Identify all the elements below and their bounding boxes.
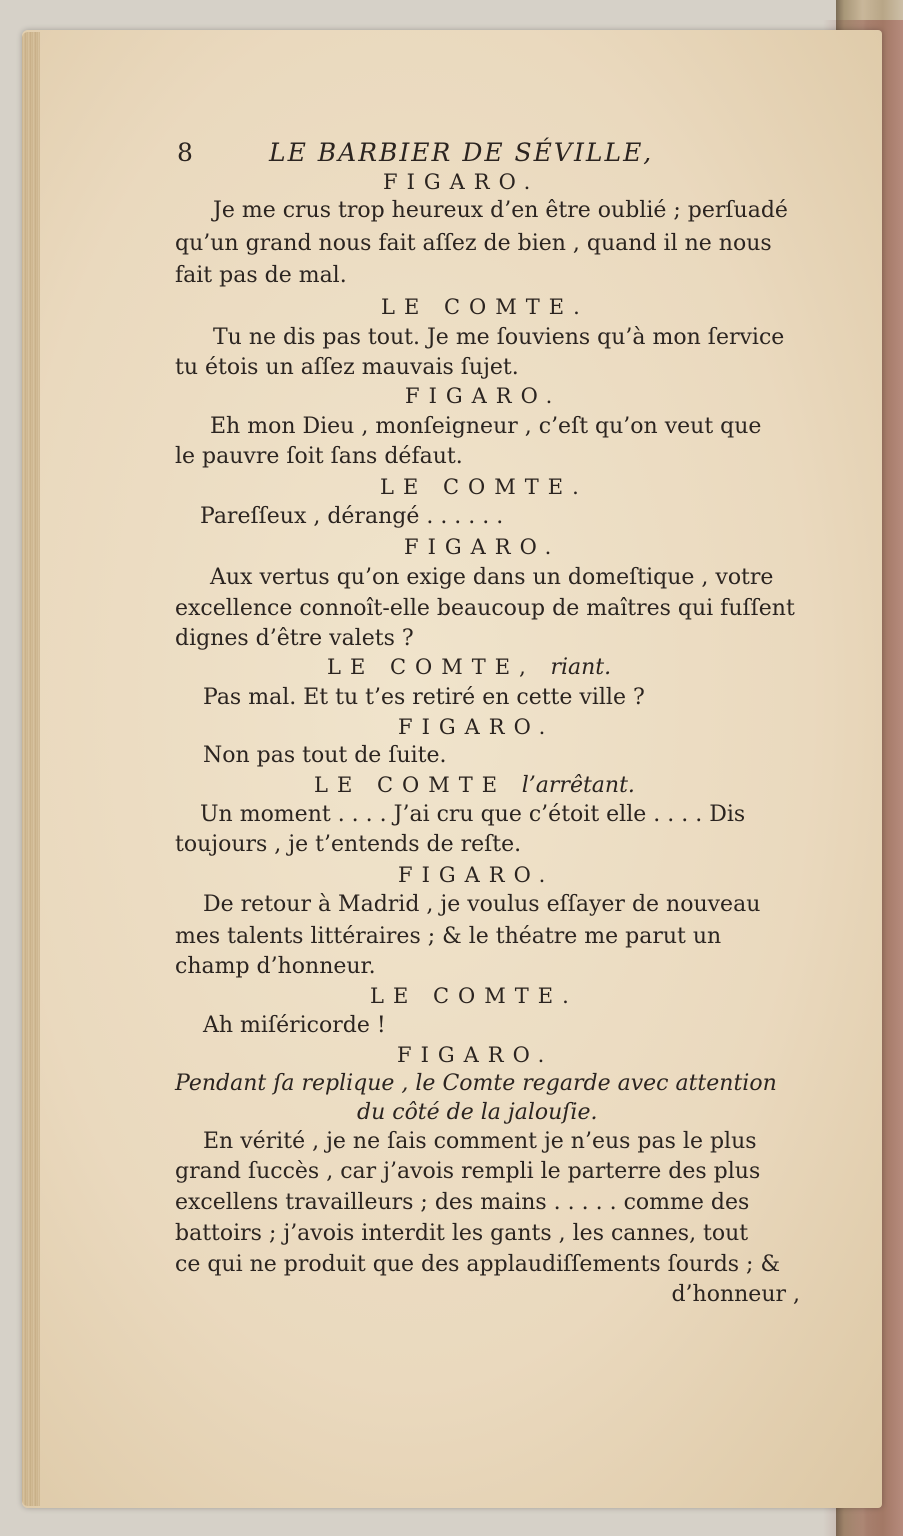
text-line: Pas mal. Et tu t’es retiré en cette ville ? [203, 685, 645, 710]
speaker-heading: FIGARO. [398, 715, 555, 739]
page-number: 8 [177, 138, 195, 167]
text-line: qu’un grand nous fait aſſez de bien , quand il ne nous [175, 231, 772, 256]
speaker-heading: LE COMTE, riant. [327, 655, 612, 680]
text-line: Eh mon Dieu , monſeigneur , c’eſt qu’on veut que [210, 414, 762, 439]
running-title: LE BARBIER DE SÉVILLE, [269, 138, 654, 167]
text-line: Ah miſéricorde ! [203, 1013, 386, 1038]
stage-direction: l’arrêtant. [521, 773, 635, 798]
text-line: Aux vertus qu’on exige dans un domeſtique , votre [210, 565, 774, 590]
stage-direction-line: Pendant ſa replique , le Comte regarde avec attention [175, 1071, 777, 1096]
speaker-heading: LE COMTE. [370, 984, 578, 1008]
catchword: d’honneur , [671, 1282, 800, 1307]
text-line: Pareſſeux , dérangé . . . . . . [200, 504, 504, 529]
speaker-heading: LE COMTE. [381, 295, 589, 319]
speaker-heading: FIGARO. [383, 170, 540, 194]
speaker-heading: LE COMTE l’arrêtant. [314, 773, 635, 798]
text-line: battoirs ; j’avois interdit les gants , les cannes, tout [175, 1221, 749, 1246]
text-line: fait pas de mal. [175, 263, 347, 288]
text-line: Tu ne dis pas tout. Je me ſouviens qu’à mon ſervice [213, 325, 785, 350]
speaker-heading: FIGARO. [398, 863, 555, 887]
text-line: le pauvre ſoit ſans défaut. [175, 444, 463, 469]
text-line: Je me crus trop heureux d’en être oublié ; perſuadé [213, 198, 788, 223]
text-line: toujours , je t’entends de reſte. [175, 832, 522, 857]
text-line: mes talents littéraires ; & le théatre me parut un [175, 924, 722, 949]
text-line: Non pas tout de ſuite. [203, 743, 447, 768]
speaker-heading: FIGARO. [405, 384, 562, 408]
text-line: dignes d’être valets ? [175, 626, 414, 651]
speaker-heading: FIGARO. [404, 535, 561, 559]
stage-direction-line: du côté de la jalouſie. [357, 1100, 598, 1125]
text-line: excellens travailleurs ; des mains . . . . . comme des [175, 1190, 750, 1215]
stage-direction: riant. [550, 655, 612, 680]
text-line: champ d’honneur. [175, 954, 376, 979]
text-line: tu étois un aſſez mauvais ſujet. [175, 355, 519, 380]
text-line: Un moment . . . . J’ai cru que c’étoit elle . . . . Dis [200, 802, 746, 827]
text-line: ce qui ne produit que des applaudiſſements ſourds ; & [175, 1252, 781, 1277]
speaker-heading: FIGARO. [397, 1043, 554, 1067]
text-line: De retour à Madrid , je voulus eſſayer de nouveau [203, 892, 761, 917]
speaker-heading: LE COMTE. [380, 475, 588, 499]
text-line: En vérité , je ne ſais comment je n’eus pas le plus [203, 1129, 757, 1154]
text-line: excellence connoît-elle beaucoup de maîtres qui fuſſent [175, 596, 795, 621]
text-line: grand ſuccès , car j’avois rempli le parterre des plus [175, 1159, 761, 1184]
